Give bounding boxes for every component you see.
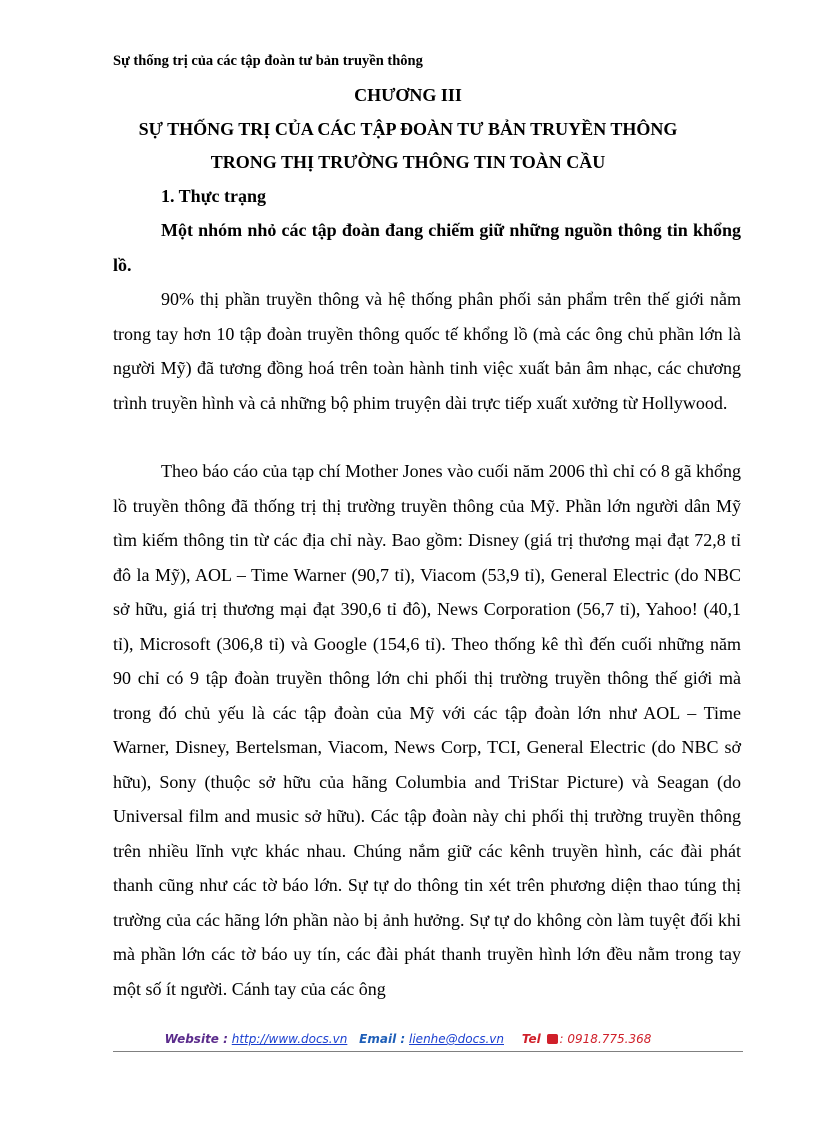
running-header: Sự thống trị của các tập đoàn tư bản truyền thông: [113, 53, 423, 69]
footer-divider: [113, 1051, 743, 1052]
chapter-title-line-2: TRONG THỊ TRƯỜNG THÔNG TIN TOÀN CẦU: [210, 152, 606, 172]
phone-icon: [547, 1034, 558, 1044]
email-label: Email :: [359, 1032, 406, 1046]
paragraph-2: Theo báo cáo của tạp chí Mother Jones vào cuối năm 2006 thì chỉ có 8 gã khổng lồ truyền thông đã thống trị thị trường truyền thông của Mỹ. Phần lớn người dân Mỹ tìm kiếm thông tin từ các địa chỉ này. Bao gồm: Disney (giá trị thương mại đạt 72,8 tỉ đô la Mỹ), AOL – Time Warner (90,7 tỉ), Viacom (53,9 tỉ), General Electric (do NBC sở hữu, giá trị thương mại đạt 390,6 tỉ đô), News Corporation (56,7 tỉ), Yahoo! (40,1 tỉ), Microsoft (306,8 tỉ) và Google (154,6 tỉ). Theo thống kê thì đến cuối những năm 90 chỉ có 9 tập đoàn truyền thông lớn chi phối thị trường truyền thông thế giới mà trong đó chủ yếu là các tập đoàn của Mỹ với các tập đoàn lớn như AOL – Time Warner, Disney, Bertelsman, Viacom, News Corp, TCI, General Electric (do NBC sở hữu), Sony (thuộc sở hữu của hãng Columbia and TriStar Picture) và Seagan (do Universal film and music sở hữu). Các tập đoàn này chi phối thị trường truyền thông trên nhiều lĩnh vực khác nhau. Chúng nắm giữ các kênh truyền hình, các đài phát thanh cũng như các tờ báo lớn. Sự tự do thông tin xét trên phương diện thao túng thị trường của các hãng lớn phần nào bị ảnh hưởng. Sự tự do không còn làm tuyệt đối khi mà phần lớn các tờ báo uy tín, các đài phát thanh truyền hình lớn đều nằm trong tay một số ít người. Cánh tay của các ông: [113, 461, 741, 999]
lead-paragraph: Một nhóm nhỏ các tập đoàn đang chiếm giữ những nguồn thông tin khổng lồ.: [113, 220, 741, 275]
website-label: Website :: [164, 1032, 228, 1046]
paragraph-1: 90% thị phần truyền thông và hệ thống phân phối sản phẩm trên thế giới nằm trong tay hơn 10 tập đoàn truyền thông quốc tế khổng lồ (mà các ông chủ phần lớn là người Mỹ) đã tương đồng hoá trên toàn hành tinh việc xuất bản âm nhạc, các chương trình truyền hình và cả những bộ phim truyện dài trực tiếp xuất xưởng từ Hollywood.: [113, 289, 741, 413]
chapter-title-line-1: SỰ THỐNG TRỊ CỦA CÁC TẬP ĐOÀN TƯ BẢN TRUYỀN THÔNG: [138, 119, 678, 139]
phone-number: : 0918.775.368: [559, 1032, 652, 1046]
page-footer: [0, 1032, 816, 1046]
website-link[interactable]: http://www.docs.vn: [231, 1032, 348, 1046]
email-link[interactable]: lienhe@docs.vn: [409, 1032, 504, 1046]
tel-label: Tel: [521, 1032, 541, 1046]
section-heading: 1. Thực trạng: [161, 186, 266, 206]
chapter-number: CHƯƠNG III: [354, 85, 462, 105]
